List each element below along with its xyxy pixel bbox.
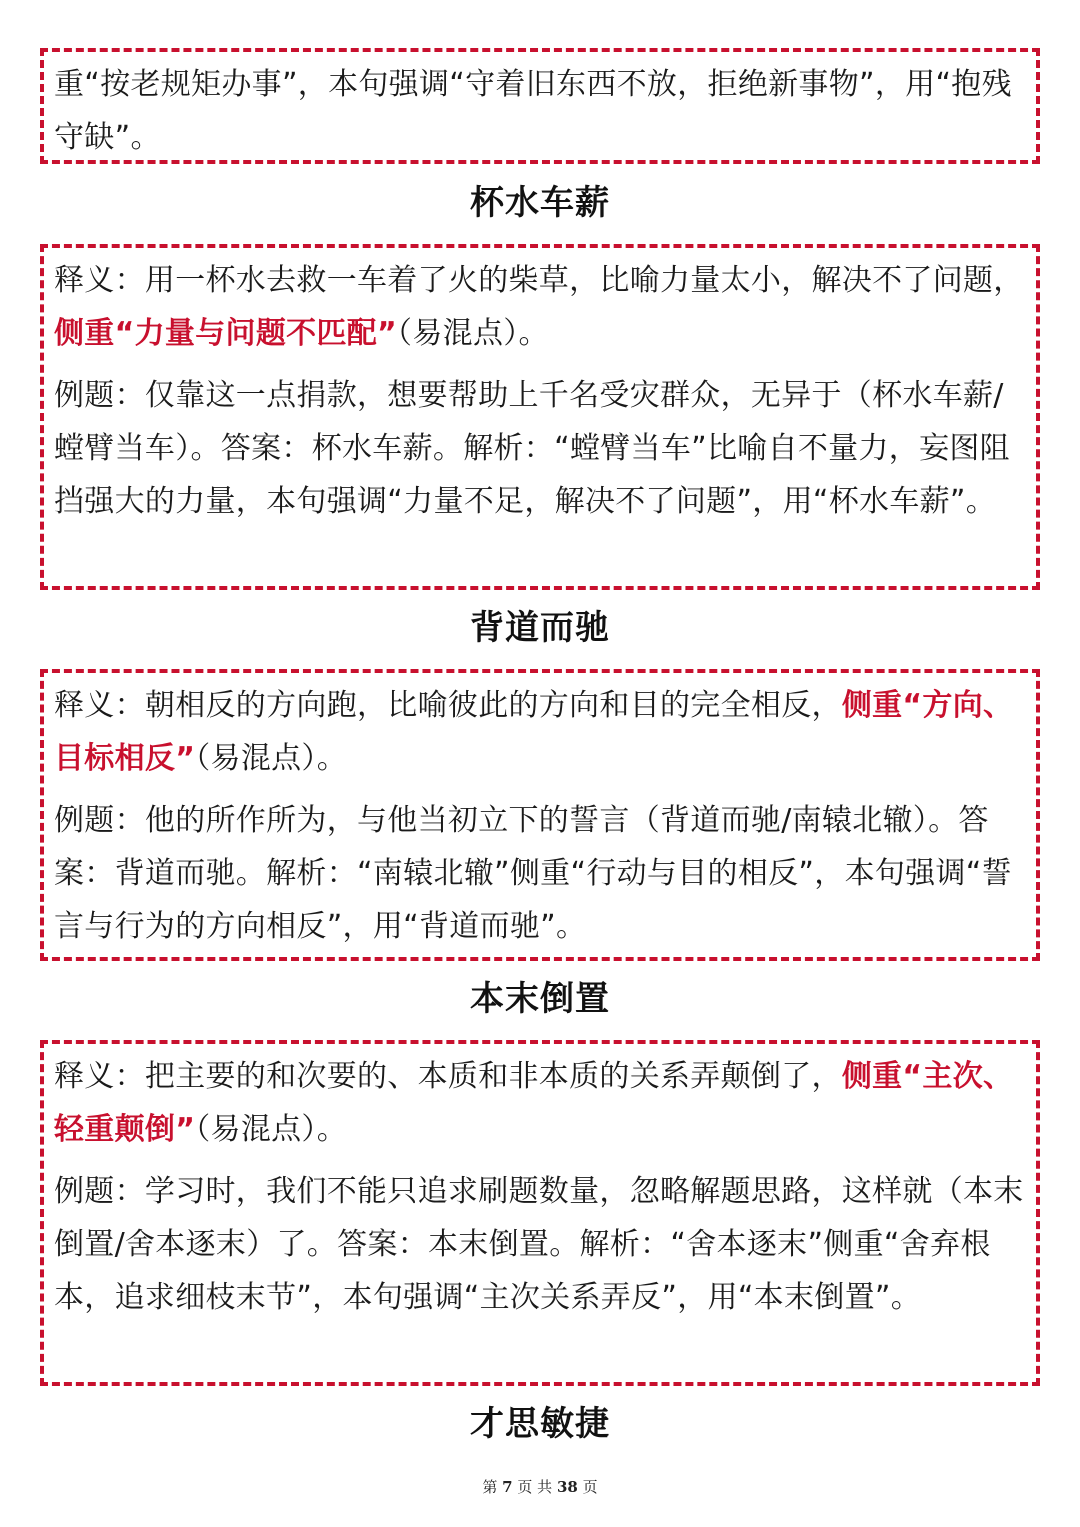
definition-tail: （易混点）。 — [397, 316, 549, 351]
definition-highlight: 侧重“主次、轻重颠倒” — [54, 1059, 1014, 1147]
definition-lead: 释义：用一杯水去救一车着了火的柴草，比喻力量太小，解决不了问题， — [54, 263, 1024, 298]
page-number: 7 — [502, 1478, 513, 1496]
example-text: 例题：仅靠这一点捐款，想要帮助上千名受灾群众，无异于（杯水车薪/螳臂当车）。答案：杯水车薪。解析：“螳臂当车”比喻自不量力，妄图阻挡强大的力量，本句强调“力量不足，解决不了问题”，用“杯水车薪”。 — [54, 378, 1010, 519]
entry-title: 本末倒置 — [470, 979, 610, 1019]
definition-lead: 释义：朝相反的方向跑，比喻彼此的方向和目的完全相反， — [54, 688, 842, 723]
entry-title: 杯水车薪 — [470, 183, 610, 223]
footer-suffix: 页 — [582, 1478, 598, 1496]
example-text: 例题：他的所作所为，与他当初立下的誓言（背道而驰/南辕北辙）。答案：背道而驰。解析：“南辕北辙”侧重“行动与目的相反”，本句强调“誓言与行为的方向相反”，用“背道而驰”。 — [54, 803, 1012, 944]
entry-box — [40, 244, 1040, 590]
entry-box — [40, 669, 1040, 961]
page-total: 38 — [556, 1478, 578, 1496]
example-text: 例题：学习时，我们不能只追求刷题数量，忽略解题思路，这样就（本末倒置/舍本逐末）了。答案：本末倒置。解析：“舍本逐末”侧重“舍弃根本，追求细枝末节”，本句强调“主次关系弄反”，用“本末倒置”。 — [54, 1174, 1024, 1315]
next-entry-title: 才思敏捷 — [470, 1404, 610, 1444]
entry-title: 背道而驰 — [470, 608, 610, 648]
continuation-box — [40, 48, 1040, 164]
definition-lead: 释义：把主要的和次要的、本质和非本质的关系弄颠倒了， — [54, 1059, 842, 1094]
footer-prefix: 第 — [482, 1478, 498, 1496]
definition-highlight: 侧重“方向、目标相反” — [54, 688, 1014, 776]
definition-text — [54, 254, 1026, 360]
definition-tail: （易混点）。 — [195, 1112, 348, 1147]
continuation-text: 重“按老规矩办事”，本句强调“守着旧东西不放，拒绝新事物”，用“抱残守缺”。 — [54, 67, 1012, 155]
footer-middle: 页 共 — [517, 1478, 553, 1496]
definition-highlight: 侧重“力量与问题不匹配” — [54, 316, 398, 351]
definition-tail: （易混点）。 — [195, 741, 348, 776]
definition-text — [54, 679, 1026, 785]
entry-box — [40, 1040, 1040, 1386]
page-footer — [0, 1476, 1080, 1497]
definition-text — [54, 1050, 1026, 1156]
